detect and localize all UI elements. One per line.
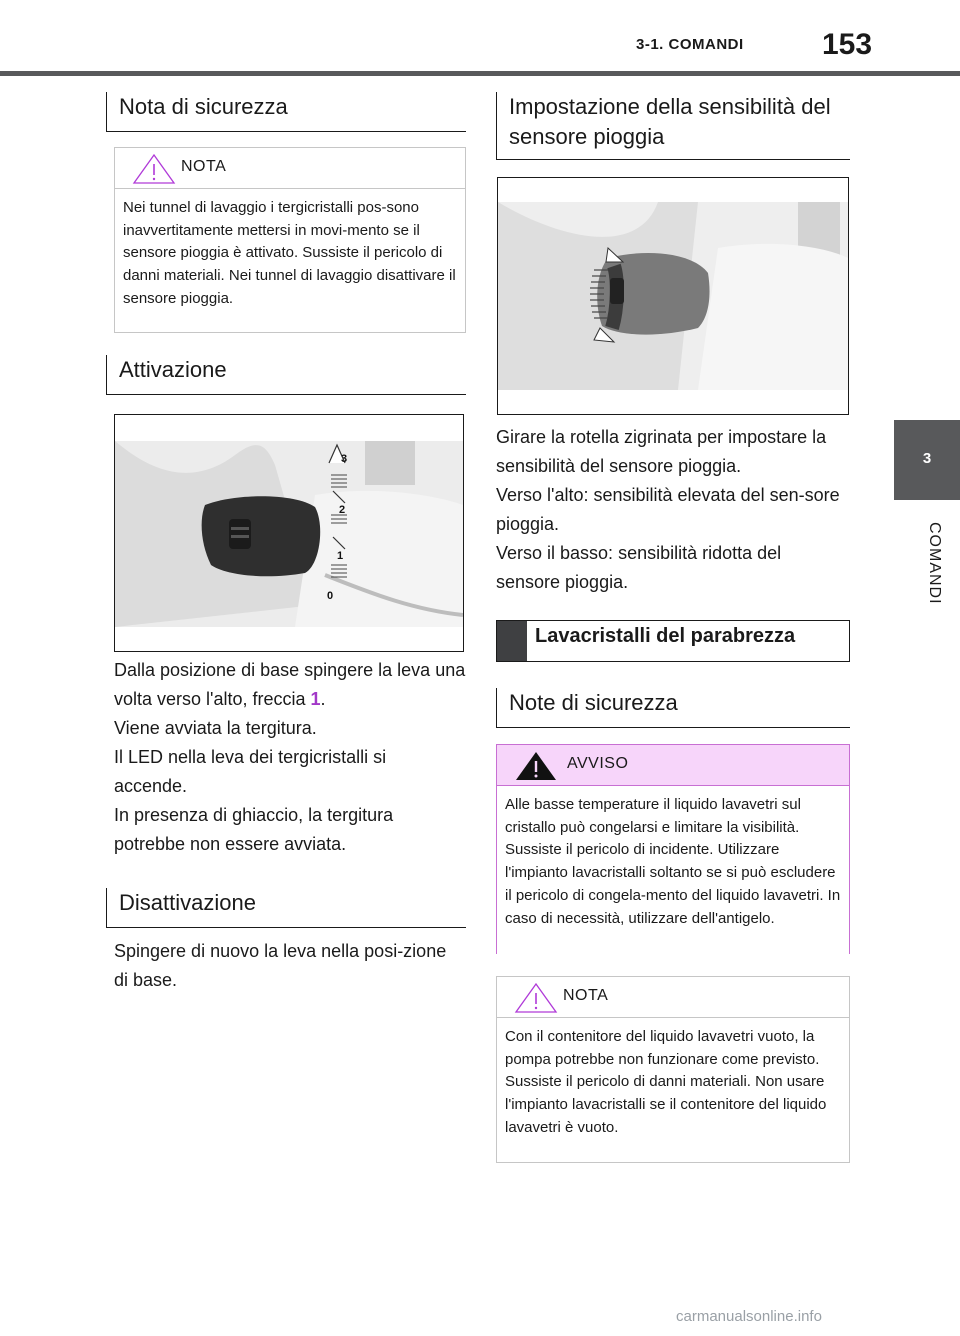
notice-title-2: NOTA (563, 987, 609, 1004)
section-title: 3-1. COMANDI (636, 36, 744, 53)
notice-text: Nei tunnel di lavaggio i tergicristalli pos-sono inavvertitamente mettersi in movi-mento se il sensore pioggia è attivato. Sussiste il pericolo di danni materiali. Nei tunnel di lavaggio disattivare il sensore pioggia. (123, 199, 456, 307)
activation-para-1-end: . (320, 689, 326, 709)
warning-header (497, 745, 849, 786)
notice-header (115, 148, 465, 189)
activation-para-1-text: Dalla posizione di base spingere la leva una volta verso l'alto, freccia (114, 660, 466, 709)
heading-windshield-washer-text: Lavacristalli del parabrezza (535, 625, 796, 647)
header-rule (0, 71, 960, 76)
sensitivity-para-2: Verso l'alto: sensibilità elevata del sen-sore pioggia. (496, 485, 840, 534)
figure-label-0: 0 (327, 590, 334, 602)
notice-box-1 (114, 147, 466, 333)
arrow-ref-1: 1 (310, 689, 321, 709)
figure-label-3: 3 (341, 453, 348, 465)
heading-activation (106, 355, 466, 395)
activation-para-3: Il LED nella leva dei tergicristalli si accende. (114, 747, 387, 796)
heading-marker-bar (497, 621, 527, 661)
heading-activation-text: Attivazione (119, 357, 227, 382)
notice-text-2: Con il contenitore del liquido lavavetri vuoto, la pompa potrebbe non funzionare come previsto. Sussiste il pericolo di danni materiali. Non usare l'impianto lavacristalli se il contenitore del liquido lavavetri è vuoto. (505, 1028, 827, 1136)
heading-windshield-washer (496, 620, 850, 662)
heading-deactivation (106, 888, 466, 928)
warning-triangle-icon (129, 152, 179, 186)
warning-text: Alle basse temperature il liquido lavavetri sul cristallo può congelarsi e limitare la visibilità. Sussiste il pericolo di incidente. Utilizzare l'impianto lavacristalli soltanto se si può escludere il pericolo di congela-mento del liquido lavavetri. In caso di necessità, utilizzare dell'antigelo. (497, 786, 849, 955)
wiper-lever-illustration (115, 415, 463, 651)
chapter-tab-label: COMANDI (926, 522, 943, 605)
figure-label-1: 1 (337, 550, 344, 562)
sensitivity-para-3: Verso il basso: sensibilità ridotta del sensore pioggia. (496, 543, 782, 592)
knurled-wheel-illustration (498, 178, 848, 414)
heading-safety-notes-text: Note di sicurezza (509, 690, 678, 715)
heading-safety-note (106, 92, 466, 132)
warning-triangle-icon (511, 981, 561, 1015)
heading-deactivation-text: Disattivazione (119, 890, 256, 915)
figure-knurled-wheel (497, 177, 849, 415)
heading-safety-note-text: Nota di sicurezza (119, 94, 288, 119)
figure-label-2: 2 (339, 504, 346, 516)
notice-title: NOTA (181, 158, 227, 175)
notice-box-2 (496, 976, 850, 1163)
heading-sensitivity-text: Impostazione della sensibilità del sensore pioggia (509, 94, 831, 149)
heading-sensitivity (496, 92, 850, 160)
watermark: carmanualsonline.info (676, 1308, 822, 1325)
activation-para-2: Viene avviata la tergitura. (114, 718, 317, 738)
deactivation-para: Spingere di nuovo la leva nella posi-zione di base. (114, 941, 447, 990)
notice-header-2 (497, 977, 849, 1018)
activation-para-4: In presenza di ghiaccio, la tergitura potrebbe non essere avviata. (114, 805, 394, 854)
activation-para-1 (114, 656, 466, 714)
sensitivity-para-1: Girare la rotella zigrinata per impostare la sensibilità del sensore pioggia. (496, 427, 827, 476)
warning-box (496, 744, 850, 954)
page-number: 153 (822, 28, 873, 61)
figure-wiper-lever-activation (114, 414, 464, 652)
warning-title: AVVISO (567, 755, 629, 772)
heading-safety-notes (496, 688, 850, 728)
chapter-tab[interactable]: 3 (894, 420, 960, 500)
warning-triangle-filled-icon (511, 749, 561, 783)
